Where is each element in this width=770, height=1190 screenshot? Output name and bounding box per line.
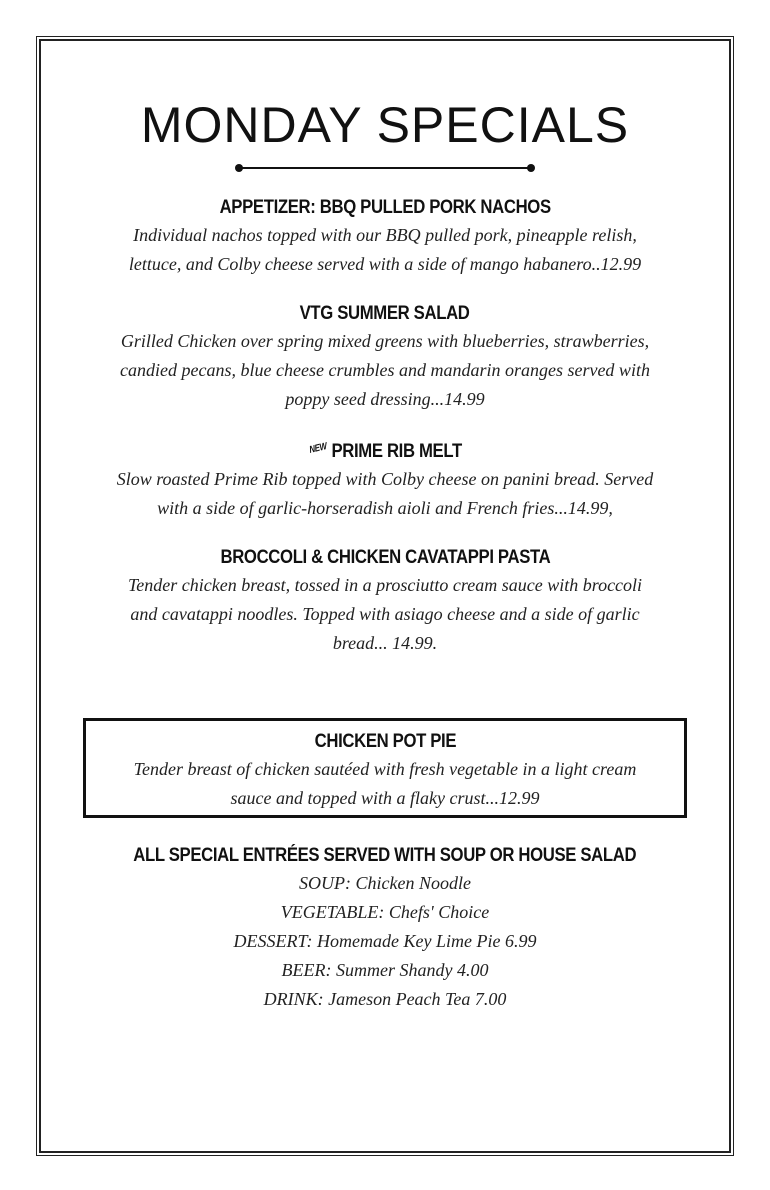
- divider-line: [239, 167, 531, 169]
- menu-item-pasta: [60, 545, 710, 658]
- menu-item-salad: [60, 301, 710, 414]
- extras-drink: DRINK: Jameson Peach Tea 7.00: [263, 989, 507, 1009]
- new-badge: NEW: [308, 441, 328, 456]
- menu-item-prime-rib: [60, 436, 710, 523]
- extras-section: [60, 843, 710, 1014]
- menu-item-desc-line: bread... 14.99.: [332, 633, 438, 653]
- menu-item-desc-line: Tender chicken breast, tossed in a prosciutto cream sauce with broccoli: [127, 575, 643, 595]
- menu-item-title: VTG SUMMER SALAD: [300, 303, 470, 324]
- divider-dot-right: [527, 164, 535, 172]
- menu-item-desc-line: lettuce, and Colby cheese served with a side of mango habanero..12.99: [128, 254, 642, 274]
- menu-item-title: PRIME RIB MELT: [331, 441, 462, 462]
- extras-soup: SOUP: Chicken Noodle: [299, 873, 471, 893]
- menu-item-desc-line: poppy seed dressing...14.99: [285, 389, 485, 409]
- menu-item-nachos: [60, 195, 710, 279]
- menu-item-title-wrap: [308, 436, 461, 465]
- extras-heading: ALL SPECIAL ENTRÉES SERVED WITH SOUP OR HOUSE SALAD: [133, 845, 637, 866]
- extras-vegetable: VEGETABLE: Chefs' Choice: [280, 902, 490, 922]
- extras-beer: BEER: Summer Shandy 4.00: [281, 960, 489, 980]
- menu-item-desc-line: candied pecans, blue cheese crumbles and mandarin oranges served with: [120, 360, 650, 380]
- menu-content: [60, 95, 710, 680]
- menu-item-desc-line: Individual nachos topped with our BBQ pulled pork, pineapple relish,: [133, 225, 637, 245]
- menu-item-desc-line: Slow roasted Prime Rib topped with Colby cheese on panini bread. Served: [116, 469, 654, 489]
- featured-item-box: [83, 718, 687, 818]
- title-divider: [235, 163, 535, 173]
- featured-item-desc-line: Tender breast of chicken sautéed with fresh vegetable in a light cream: [133, 759, 637, 779]
- extras-dessert: DESSERT: Homemade Key Lime Pie 6.99: [233, 931, 537, 951]
- menu-item-title: APPETIZER: BBQ PULLED PORK NACHOS: [219, 197, 551, 218]
- menu-item-desc-line: with a side of garlic-horseradish aioli and French fries...14.99,: [157, 498, 613, 518]
- menu-item-title: BROCCOLI & CHICKEN CAVATAPPI PASTA: [220, 547, 550, 568]
- page-title: MONDAY SPECIALS: [140, 97, 630, 153]
- featured-item-desc-line: sauce and topped with a flaky crust...12.99: [230, 788, 540, 808]
- menu-item-desc-line: Grilled Chicken over spring mixed greens with blueberries, strawberries,: [120, 331, 650, 351]
- featured-item-title: CHICKEN POT PIE: [314, 731, 456, 752]
- menu-item-desc-line: and cavatappi noodles. Topped with asiago cheese and a side of garlic: [130, 604, 640, 624]
